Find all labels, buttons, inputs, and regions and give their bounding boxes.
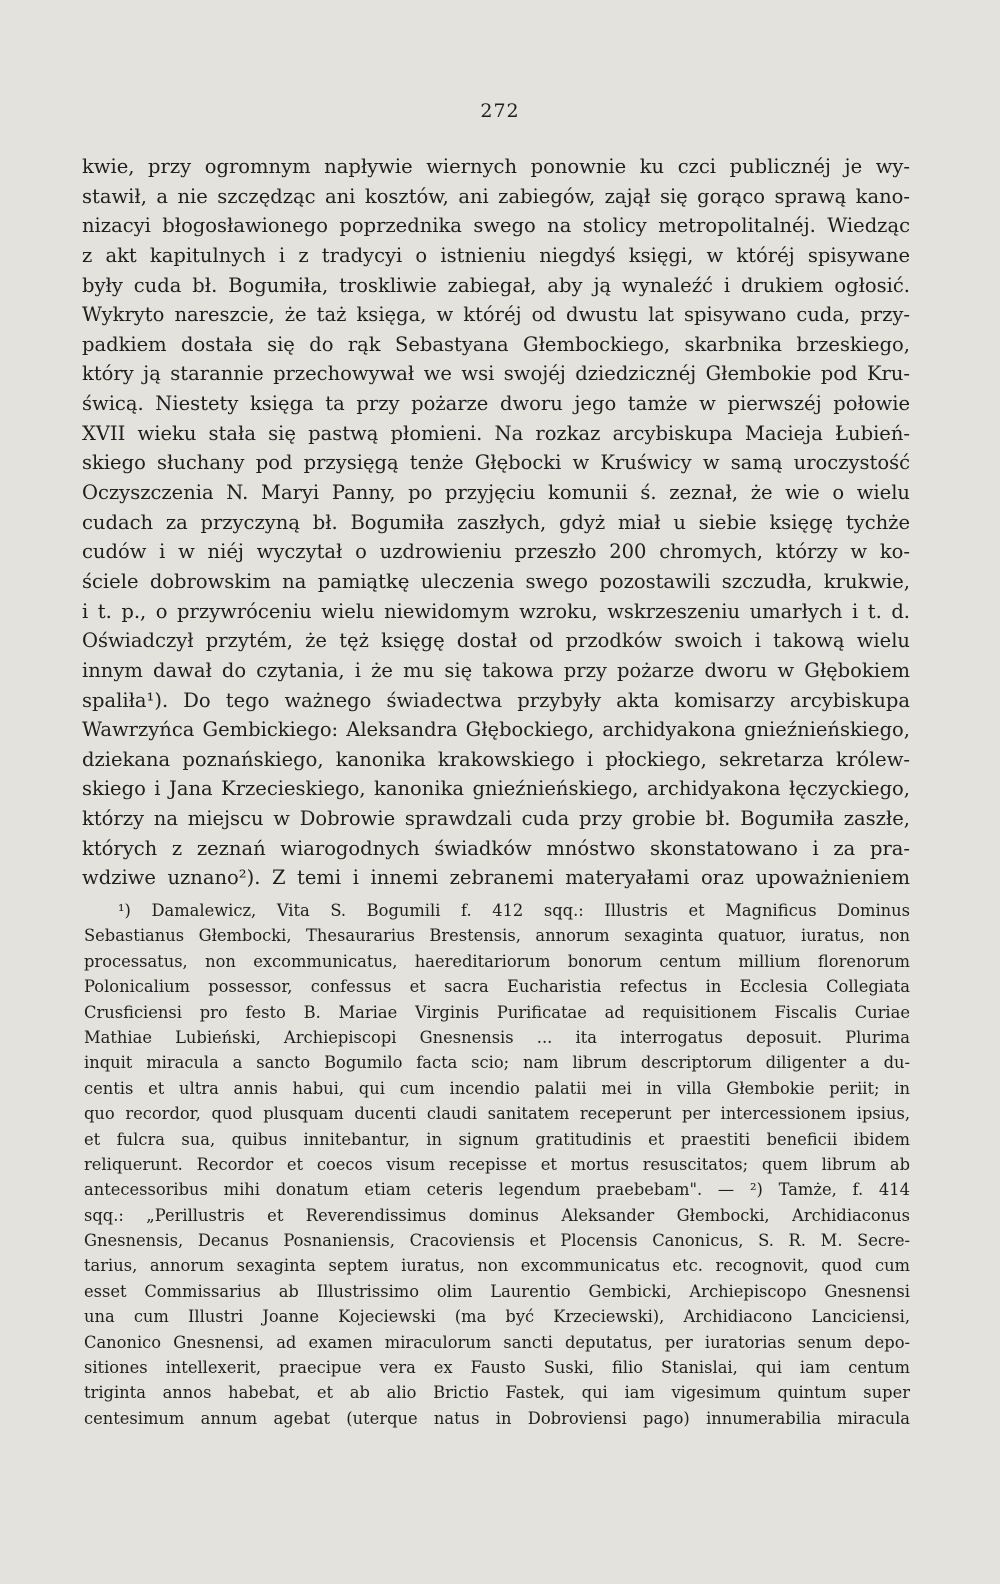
footnote-line: reliquerunt. Recordor et coecos visum recepisse et mortus resuscitatos; quem librum ab [84, 1154, 910, 1174]
text-line: których z zeznań wiarogodnych świadków mnóstwo skonstatowano i za pra- [82, 836, 910, 860]
text-line: Wawrzyńca Gembickiego: Aleksandra Głębockiego, archidyakona gnieźnieńskiego, [82, 718, 910, 742]
text-line: z akt kapitulnych i z tradycyi o istnieniu niegdyś księgi, w któréj spisywane [82, 243, 910, 267]
text-line: spaliła¹). Do tego ważnego świadectwa przybyły akta komisarzy arcybiskupa [82, 688, 910, 712]
footnote-line: Gnesnensis, Decanus Posnaniensis, Cracoviensis et Plocensis Canonicus, S. R. M. Secre- [84, 1231, 910, 1251]
footnote-line: Sebastianus Głembocki, Thesaurarius Brestensis, annorum sexaginta quatuor, iuratus, non [84, 926, 910, 946]
text-line: ściele dobrowskim na pamiątkę uleczenia swego pozostawili szczudła, krukwie, [82, 569, 910, 593]
text-line: cudach za przyczyną bł. Bogumiła zaszłych, gdyż miał u siebie księgę tychże [82, 510, 910, 534]
text-line: który ją starannie przechowywał we wsi swojéj dziedzicznéj Głembokie pod Kru- [82, 362, 910, 386]
text-line: Oczyszczenia N. Maryi Panny, po przyjęciu komunii ś. zeznał, że wie o wielu [82, 481, 910, 505]
text-line: nizacyi błogosławionego poprzednika swego na stolicy metropolitalnéj. Wiedząc [82, 214, 910, 238]
footnote-line: Polonicalium possessor, confessus et sacra Eucharistia refectus in Ecclesia Collegiata [84, 977, 910, 997]
footnote-line: esset Commissarius ab Illustrissimo olim Laurentio Gembicki, Archiepiscopo Gnesnensi [84, 1281, 910, 1301]
footnote-line: tarius, annorum sexaginta septem iuratus, non excommunicatus etc. recognovit, quod cum [84, 1256, 910, 1276]
text-line: i t. p., o przywróceniu wielu niewidomym wzroku, wskrzeszeniu umarłych i t. d. [82, 599, 910, 623]
footnote-line: ¹) Damalewicz, Vita S. Bogumili f. 412 sqq.: Illustris et Magnificus Dominus [118, 901, 910, 920]
text-line: Wykryto nareszcie, że taż księga, w któréj od dwustu lat spisywano cuda, przy- [82, 303, 910, 327]
text-line: kwie, przy ogromnym napływie wiernych ponownie ku czci publicznéj je wy- [82, 155, 910, 178]
text-line: XVII wieku stała się pastwą płomieni. Na rozkaz arcybiskupa Macieja Łubień- [82, 421, 910, 445]
footnote-line: Crusficiensi pro festo B. Mariae Virginis Purificatae ad requisitionem Fiscalis Curiae [84, 1002, 910, 1022]
text-line: świcą. Niestety księga ta przy pożarze dworu jego tamże w pierwszéj połowie [82, 392, 910, 416]
footnote-line: processatus, non excommunicatus, haereditariorum bonorum centum millium florenorum [84, 951, 910, 971]
footnote-line: sitiones intellexerit, praecipue vera ex Fausto Suski, filio Stanislai, qui iam centum [84, 1358, 910, 1378]
footnote-line: triginta annos habebat, et ab alio Brictio Fastek, qui iam vigesimum quintum super [84, 1383, 910, 1403]
main-text [82, 152, 910, 893]
footnote-line: Mathiae Lubieński, Archiepiscopi Gnesnensis ... ita interrogatus deposuit. Plurima [84, 1027, 910, 1047]
footnote-line: una cum Illustri Joanne Kojeciewski (ma być Krzeciewski), Archidiacono Lanciciensi, [84, 1307, 910, 1327]
text-line: padkiem dostała się do rąk Sebastyana Głembockiego, skarbnika brzeskiego, [82, 332, 910, 356]
text-line: skiego i Jana Krzecieskiego, kanonika gnieźnieńskiego, archidyakona łęczyckiego, [82, 777, 910, 801]
footnote-line: centesimum annum agebat (uterque natus in Dobroviensi pago) innumerabilia miracula [84, 1408, 910, 1428]
footnotes [84, 898, 910, 1431]
text-line: cudów i w niéj wyczytał o uzdrowieniu przeszło 200 chromych, którzy w ko- [82, 540, 910, 564]
footnote-line: quo recordor, quod plusquam ducenti claudi sanitatem receperunt per intercessionem ipsius, [84, 1104, 910, 1124]
text-line: wdziwe uznano²). Z temi i innemi zebranemi materyałami oraz upoważnieniem [82, 866, 910, 890]
text-line: skiego słuchany pod przysięgą tenże Głębocki w Kruświcy w samą uroczystość [82, 451, 910, 475]
footnote-line: Canonico Gnesnensi, ad examen miraculorum sancti deputatus, per iuratorias senum depo- [84, 1332, 910, 1352]
text-line: którzy na miejscu w Dobrowie sprawdzali cuda przy grobie bł. Bogumiła zaszłe, [82, 807, 910, 831]
footnote-line: centis et ultra annis habui, qui cum incendio palatii mei in villa Głembokie periit; in [84, 1078, 910, 1098]
page-number: 272 [480, 100, 520, 122]
footnote-line: inquit miracula a sancto Bogumilo facta scio; nam librum descriptorum diligenter a du- [84, 1053, 910, 1073]
footnote-line: antecessoribus mihi donatum etiam ceteris legendum praebebam". — ²) Tamże, f. 414 [84, 1180, 910, 1200]
text-line: były cuda bł. Bogumiła, troskliwie zabiegał, aby ją wynaleźć i drukiem ogłosić. [82, 273, 910, 297]
text-line: stawił, a nie szczędząc ani kosztów, ani zabiegów, zajął się gorąco sprawą kano- [82, 184, 910, 208]
text-line: innym dawał do czytania, i że mu się takowa przy pożarze dworu w Głębokiem [82, 658, 910, 682]
text-line: dziekana poznańskiego, kanonika krakowskiego i płockiego, sekretarza królew- [82, 747, 910, 771]
text-line: Oświadczył przytém, że tęż księgę dostał od przodków swoich i takową wielu [82, 629, 910, 653]
footnote-line: sqq.: „Perillustris et Reverendissimus dominus Aleksander Głembocki, Archidiaconus [84, 1205, 910, 1225]
footnote-line: et fulcra sua, quibus innitebantur, in signum gratitudinis et praestiti beneficii ibidem [84, 1129, 910, 1149]
